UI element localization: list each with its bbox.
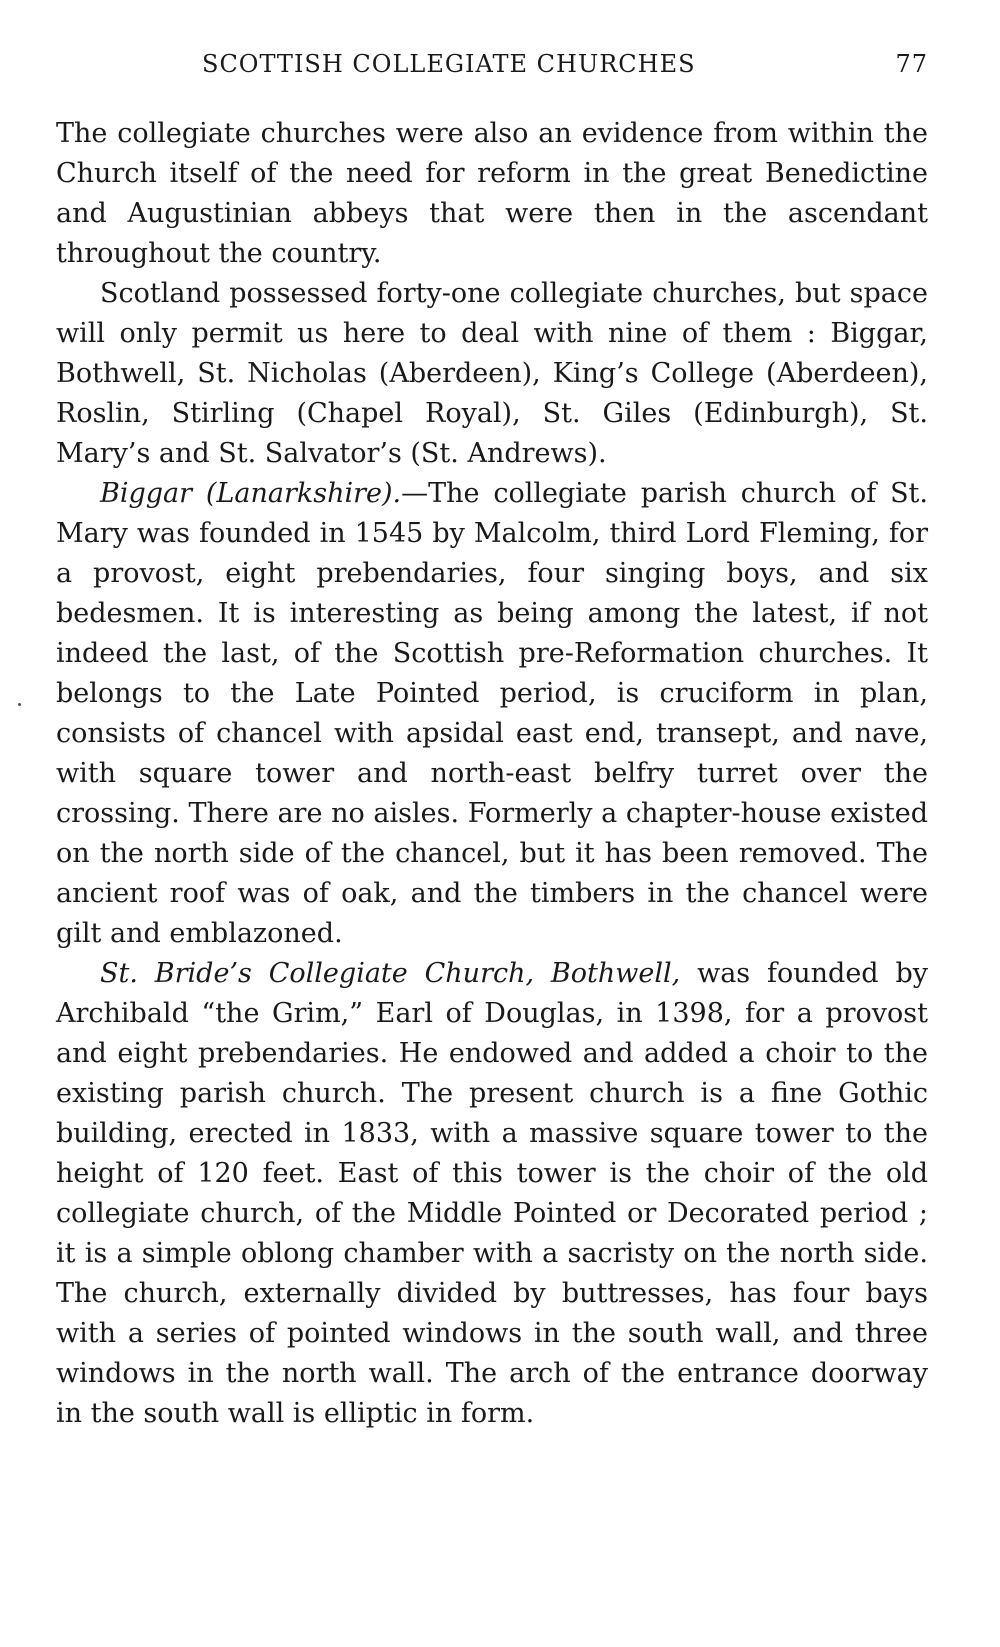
- biggar-text: —The collegiate parish church of St. Mary was founded in 1545 by Malcolm, third Lord Fleming, for a provost, eight prebendaries, four singing boys, and six bedesmen. It is interesting as being among the latest, if not indeed the last, of the Scottish pre-Reformation churches. It belongs to the Late Pointed period, is cruciform in plan, consists of chancel with apsidal east end, transept, and nave, with square tower and north-east belfry turret over the crossing. There are no aisles. Formerly a chapter-house existed on the north side of the chancel, but it has been removed. The ancient roof was of oak, and the timbers in the chancel were gilt and emblazoned.: [56, 478, 928, 949]
- running-head-title: SCOTTISH COLLEGIATE CHURCHES: [202, 50, 696, 78]
- running-head: [56, 50, 928, 84]
- paragraph-2: Scotland possessed forty-one collegiate churches, but space will only permit us here to deal with nine of them : Biggar, Bothwell, St. Nicholas (Aberdeen), King’s College (Aberdeen), Roslin, Stirling (Chapel Royal), St. Giles (Edinburgh), St. Mary’s and St. Salvator’s (St. Andrews).: [56, 278, 928, 469]
- body-text: [56, 114, 928, 1434]
- paragraph-1: The collegiate churches were also an evidence from within the Church itself of the need for reform in the great Benedictine and Augustinian abbeys that were then in the ascendant throughout the country.: [56, 118, 928, 269]
- bothwell-heading: St. Bride’s Collegiate Church, Bothwell,: [100, 958, 681, 989]
- page-number: 77: [895, 50, 928, 78]
- paragraph-3: [56, 474, 928, 954]
- bothwell-text: was founded by Archibald “the Grim,” Earl of Douglas, in 1398, for a provost and eight prebendaries. He endowed and added a choir to the existing parish church. The present church is a fine Gothic building, erected in 1833, with a massive square tower to the height of 120 feet. East of this tower is the choir of the old collegiate church, of the Middle Pointed or Decorated period ; it is a simple oblong chamber with a sacristy on the north side. The church, externally divided by buttresses, has four bays with a series of pointed windows in the south wall, and three windows in the north wall. The arch of the entrance doorway in the south wall is elliptic in form.: [56, 958, 928, 1429]
- stray-print-mark: [18, 703, 21, 706]
- paragraph-4: [56, 954, 928, 1434]
- biggar-heading: Biggar (Lanarkshire).: [100, 478, 402, 509]
